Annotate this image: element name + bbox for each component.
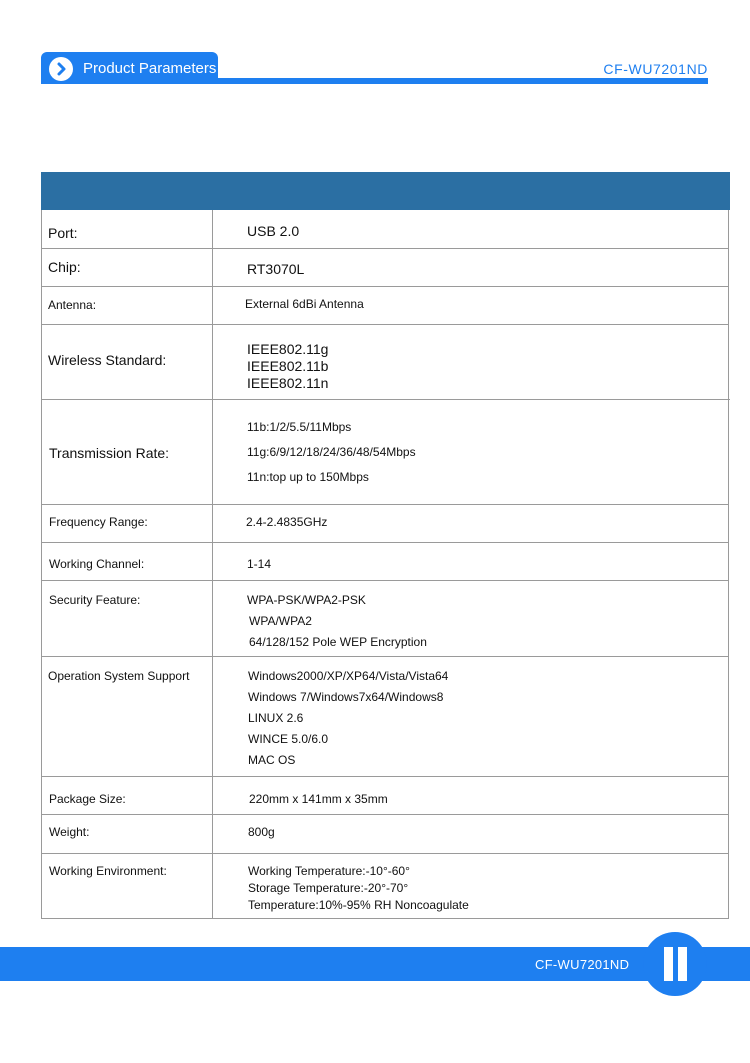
antenna-label: Antenna: (48, 298, 97, 312)
working-channel-value: 1-14 (247, 557, 272, 571)
page-number-glyph (678, 947, 687, 981)
port-value: USB 2.0 (247, 223, 300, 239)
security-feature-item: WPA/WPA2 (249, 614, 312, 628)
page-number-glyph (664, 947, 673, 981)
header-model-number: CF-WU7201ND (603, 61, 708, 77)
os-support-item: WINCE 5.0/6.0 (248, 732, 329, 746)
os-support-label: Operation System Support (48, 669, 190, 683)
working-environment-item: Temperature:10%-95% RH Noncoagulate (248, 898, 469, 912)
footer-model-number: CF-WU7201ND (535, 957, 630, 972)
row-divider (42, 324, 728, 325)
os-support-item: LINUX 2.6 (248, 711, 304, 725)
row-divider (42, 656, 728, 657)
working-channel-label: Working Channel: (49, 557, 145, 571)
port-label: Port: (48, 225, 78, 241)
transmission-rate-item: 11g:6/9/12/18/24/36/48/54Mbps (247, 445, 416, 459)
frequency-range-value: 2.4-2.4835GHz (246, 515, 328, 529)
row-divider (213, 399, 730, 400)
working-environment-item: Storage Temperature:-20°-70° (248, 881, 409, 895)
footer-bar (0, 947, 750, 981)
frequency-range-label: Frequency Range: (49, 515, 148, 529)
package-size-label: Package Size: (49, 792, 126, 806)
transmission-rate-item: 11n:top up to 150Mbps (247, 470, 369, 484)
section-title: Product Parameters (83, 60, 217, 77)
security-feature-item: 64/128/152 Pole WEP Encryption (249, 635, 427, 649)
weight-label: Weight: (49, 825, 90, 839)
os-support-item: Windows 7/Windows7x64/Windows8 (248, 690, 444, 704)
row-divider (42, 248, 728, 249)
row-divider (42, 286, 728, 287)
transmission-rate-item: 11b:1/2/5.5/11Mbps (247, 420, 352, 434)
os-support-item: Windows2000/XP/XP64/Vista/Vista64 (248, 669, 449, 683)
row-divider (42, 776, 728, 777)
wireless-standard-label: Wireless Standard: (48, 352, 167, 368)
parameters-table (41, 210, 729, 919)
os-support-item: MAC OS (248, 753, 296, 767)
wireless-standard-item: IEEE802.11g (247, 341, 329, 357)
chip-label: Chip: (48, 259, 81, 275)
package-size-value: 220mm x 141mm x 35mm (249, 792, 388, 806)
antenna-value: External 6dBi Antenna (245, 297, 364, 311)
wireless-standard-item: IEEE802.11b (247, 358, 329, 374)
column-divider (212, 210, 213, 918)
row-divider (42, 542, 728, 543)
row-divider (42, 504, 728, 505)
working-environment-item: Working Temperature:-10°-60° (248, 864, 410, 878)
security-feature-label: Security Feature: (49, 593, 141, 607)
row-divider (42, 814, 728, 815)
page-number-badge (643, 932, 707, 996)
row-divider (42, 853, 728, 854)
row-divider (42, 399, 212, 400)
wireless-standard-item: IEEE802.11n (247, 375, 329, 391)
transmission-rate-label: Transmission Rate: (49, 445, 170, 461)
header-rule (41, 78, 708, 84)
table-header-bar (41, 172, 730, 210)
security-feature-item: WPA-PSK/WPA2-PSK (247, 593, 366, 607)
chip-value: RT3070L (247, 261, 305, 277)
working-environment-label: Working Environment: (49, 864, 167, 878)
row-divider (42, 580, 728, 581)
wireless-standard-values (247, 341, 328, 392)
play-arrow-icon (49, 57, 73, 81)
weight-value: 800g (248, 825, 275, 839)
